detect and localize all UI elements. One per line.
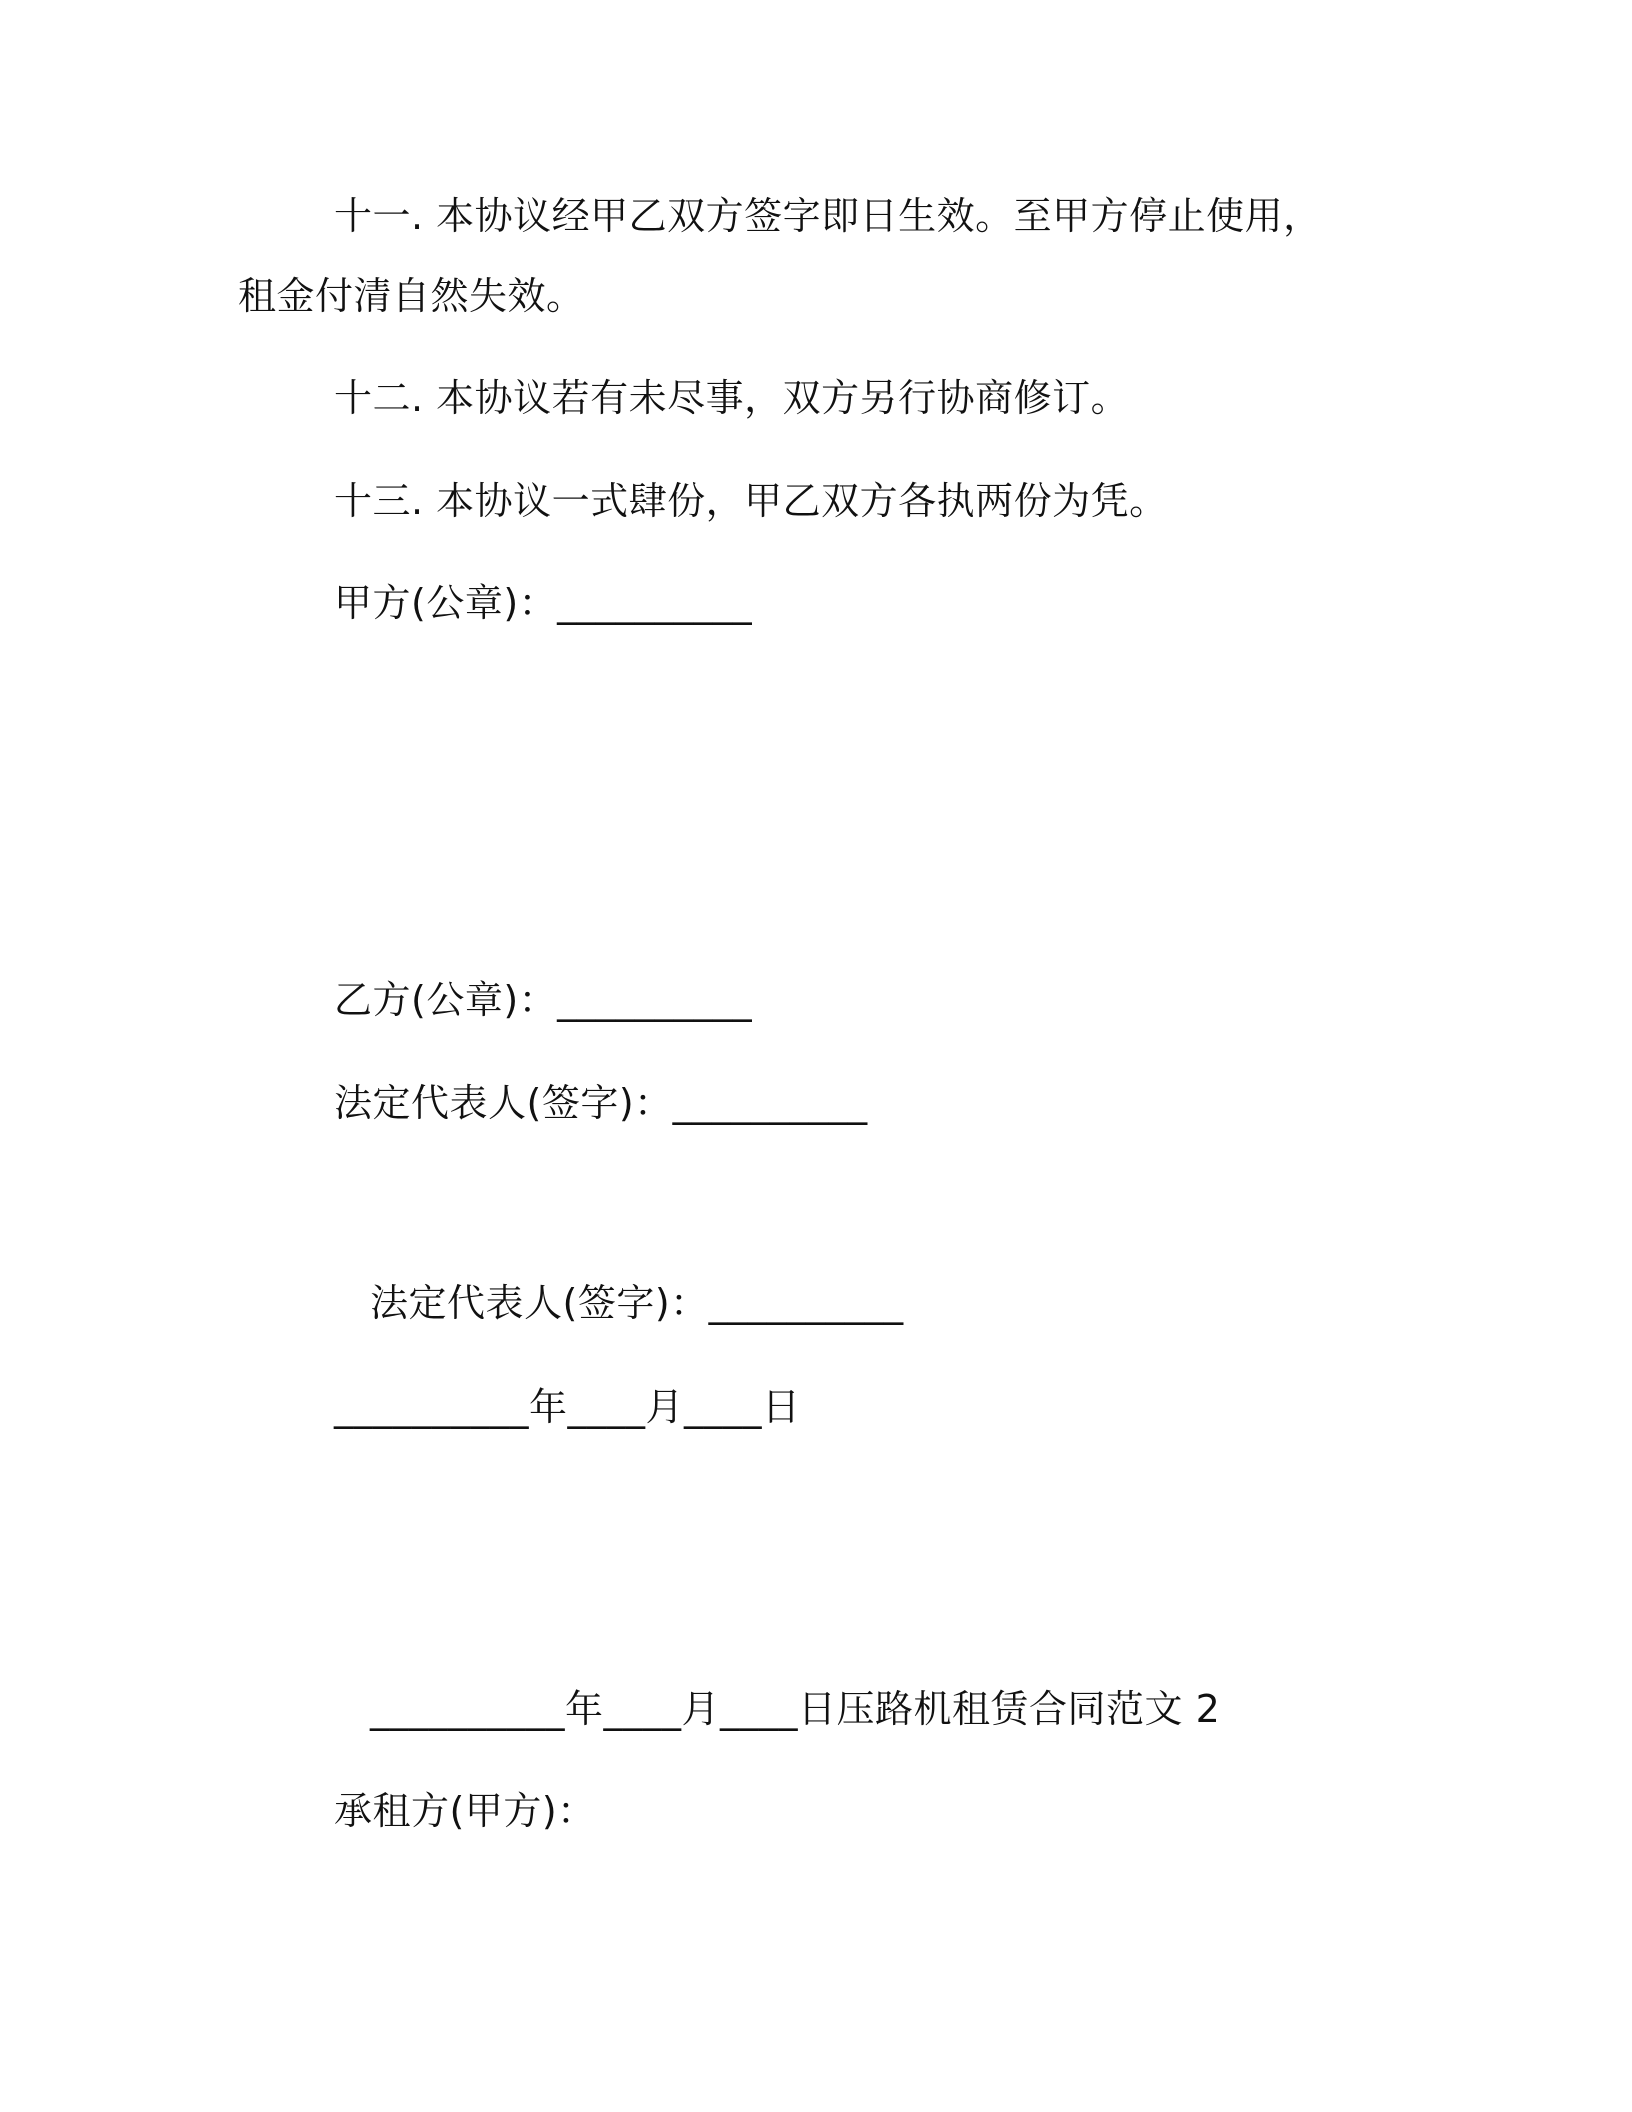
- lessee-label: 承租方(甲方)：: [334, 1789, 596, 1833]
- clause-12: 十二. 本协议若有未尽事，双方另行协商修订。: [334, 376, 1130, 420]
- date-line: __________年____月____日: [334, 1385, 801, 1429]
- party-a-seal-line: 甲方(公章)：__________: [334, 581, 753, 625]
- legal-representative-signature-line: 法定代表人(签字)：__________: [334, 1081, 868, 1125]
- clause-11: 十一. 本协议经甲乙双方签字即日生效。至甲方停止使用，租金付清自然失效。: [238, 194, 1322, 318]
- legal-representative-signature-line-2: 法定代表人(签字)：__________: [370, 1281, 904, 1325]
- party-b-seal-line: 乙方(公章)：__________: [334, 978, 753, 1022]
- clause-13: 十三. 本协议一式肆份，甲乙双方各执两份为凭。: [334, 479, 1168, 523]
- next-contract-title: __________年____月____日压路机租赁合同范文 2: [370, 1687, 1221, 1731]
